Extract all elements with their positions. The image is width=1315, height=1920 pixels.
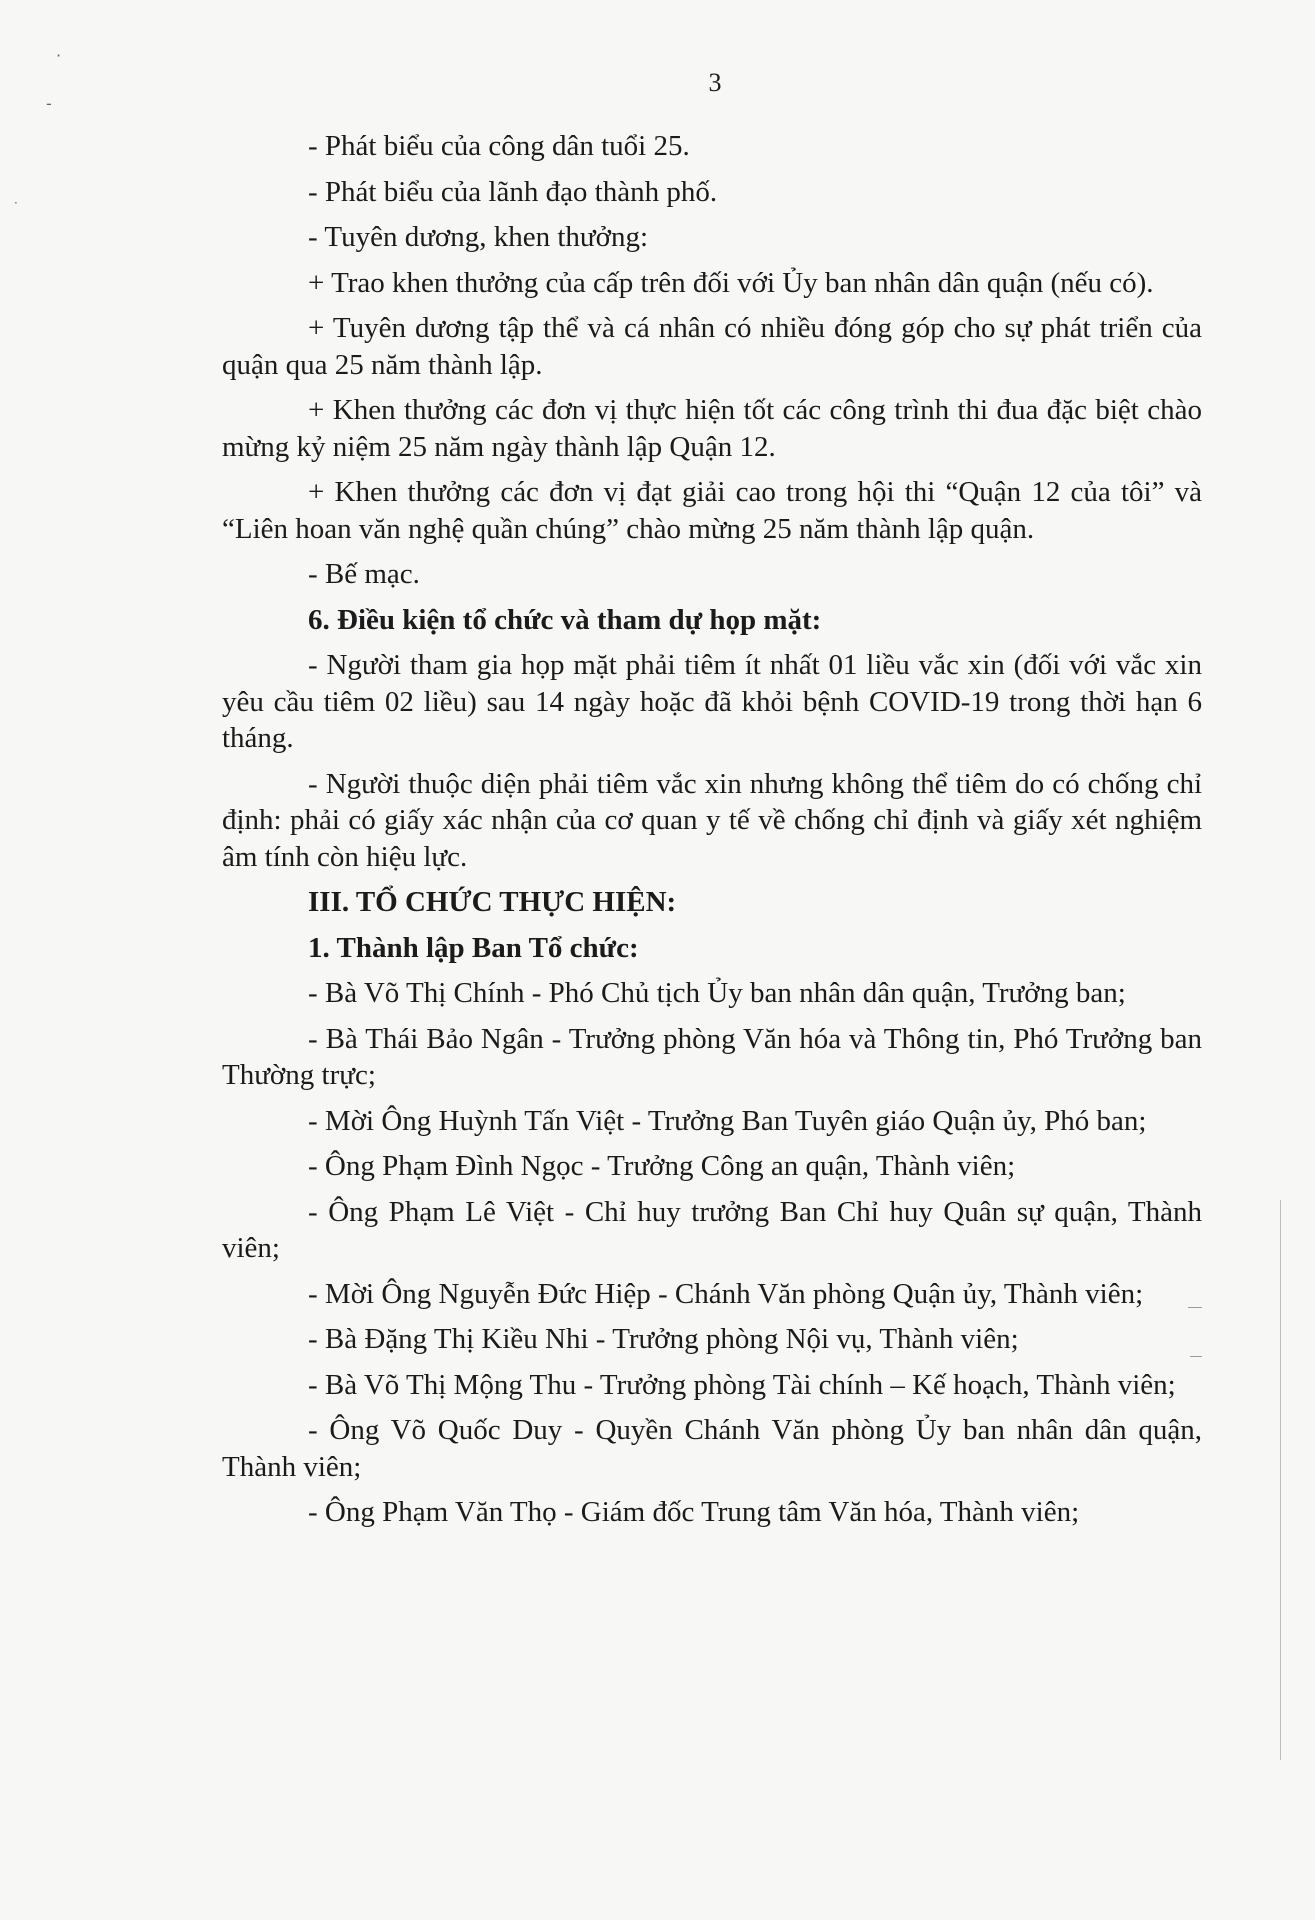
section-heading: 6. Điều kiện tổ chức và tham dự họp mặt: (308, 603, 822, 636)
paragraph: - Người tham gia họp mặt phải tiêm ít nhất 01 liều vắc xin (đối với vắc xin yêu cầu tiêm 02 liều) sau 14 ngày hoặc đã khỏi bệnh COVID-19 trong thời hạn 6 tháng. (222, 649, 1202, 754)
document-body (222, 128, 1202, 1540)
paragraph: + Khen thưởng các đơn vị đạt giải cao trong hội thi “Quận 12 của tôi” và “Liên hoan văn nghệ quần chúng” chào mừng 25 năm thành lập quận. (222, 476, 1202, 545)
paragraph: + Khen thưởng các đơn vị thực hiện tốt các công trình thi đua đặc biệt chào mừng kỷ niệm 25 năm ngày thành lập Quận 12. (222, 394, 1202, 463)
section-heading: 1. Thành lập Ban Tổ chức: (308, 931, 639, 964)
page-number: 3 (708, 68, 722, 97)
paragraph: - Bà Võ Thị Chính - Phó Chủ tịch Ủy ban nhân dân quận, Trưởng ban; (308, 977, 1126, 1009)
paragraph: - Phát biểu của công dân tuổi 25. (308, 130, 690, 162)
paragraph: - Ông Võ Quốc Duy - Quyền Chánh Văn phòng Ủy ban nhân dân quận, Thành viên; (222, 1414, 1202, 1483)
scan-speck: - (46, 94, 52, 113)
paragraph: - Phát biểu của lãnh đạo thành phố. (308, 175, 718, 208)
paragraph: - Bế mạc. (308, 558, 420, 590)
section-heading: III. TỔ CHỨC THỰC HIỆN: (308, 886, 677, 918)
paragraph: + Tuyên dương tập thể và cá nhân có nhiều đóng góp cho sự phát triển của quận qua 25 năm thành lập. (222, 312, 1202, 381)
scan-speck: · (56, 46, 62, 65)
paragraph: - Tuyên dương, khen thưởng: (308, 221, 649, 253)
paragraph: - Bà Võ Thị Mộng Thu - Trưởng phòng Tài chính – Kế hoạch, Thành viên; (308, 1368, 1176, 1401)
paragraph: - Bà Thái Bảo Ngân - Trưởng phòng Văn hóa và Thông tin, Phó Trưởng ban Thường trực; (222, 1022, 1202, 1091)
paragraph: + Trao khen thưởng của cấp trên đối với Ủy ban nhân dân quận (nếu có). (308, 266, 1154, 299)
paragraph: - Ông Phạm Đình Ngọc - Trưởng Công an quận, Thành viên; (308, 1150, 1016, 1182)
scan-speck: · (14, 196, 18, 210)
paragraph: - Người thuộc diện phải tiêm vắc xin nhưng không thể tiêm do có chống chỉ định: phải có giấy xác nhận của cơ quan y tế về chống chỉ định và giấy xét nghiệm âm tính còn hiệu lực. (222, 767, 1202, 873)
paragraph: - Ông Phạm Văn Thọ - Giám đốc Trung tâm Văn hóa, Thành viên; (308, 1496, 1080, 1528)
paragraph: - Mời Ông Nguyễn Đức Hiệp - Chánh Văn phòng Quận ủy, Thành viên; (308, 1277, 1144, 1310)
paragraph: - Bà Đặng Thị Kiều Nhi - Trưởng phòng Nội vụ, Thành viên; (308, 1323, 1019, 1355)
paragraph: - Mời Ông Huỳnh Tấn Việt - Trưởng Ban Tuyên giáo Quận ủy, Phó ban; (308, 1104, 1147, 1137)
paragraph: - Ông Phạm Lê Việt - Chỉ huy trưởng Ban Chỉ huy Quân sự quận, Thành viên; (222, 1195, 1202, 1264)
scan-edge-line (1280, 1200, 1281, 1760)
